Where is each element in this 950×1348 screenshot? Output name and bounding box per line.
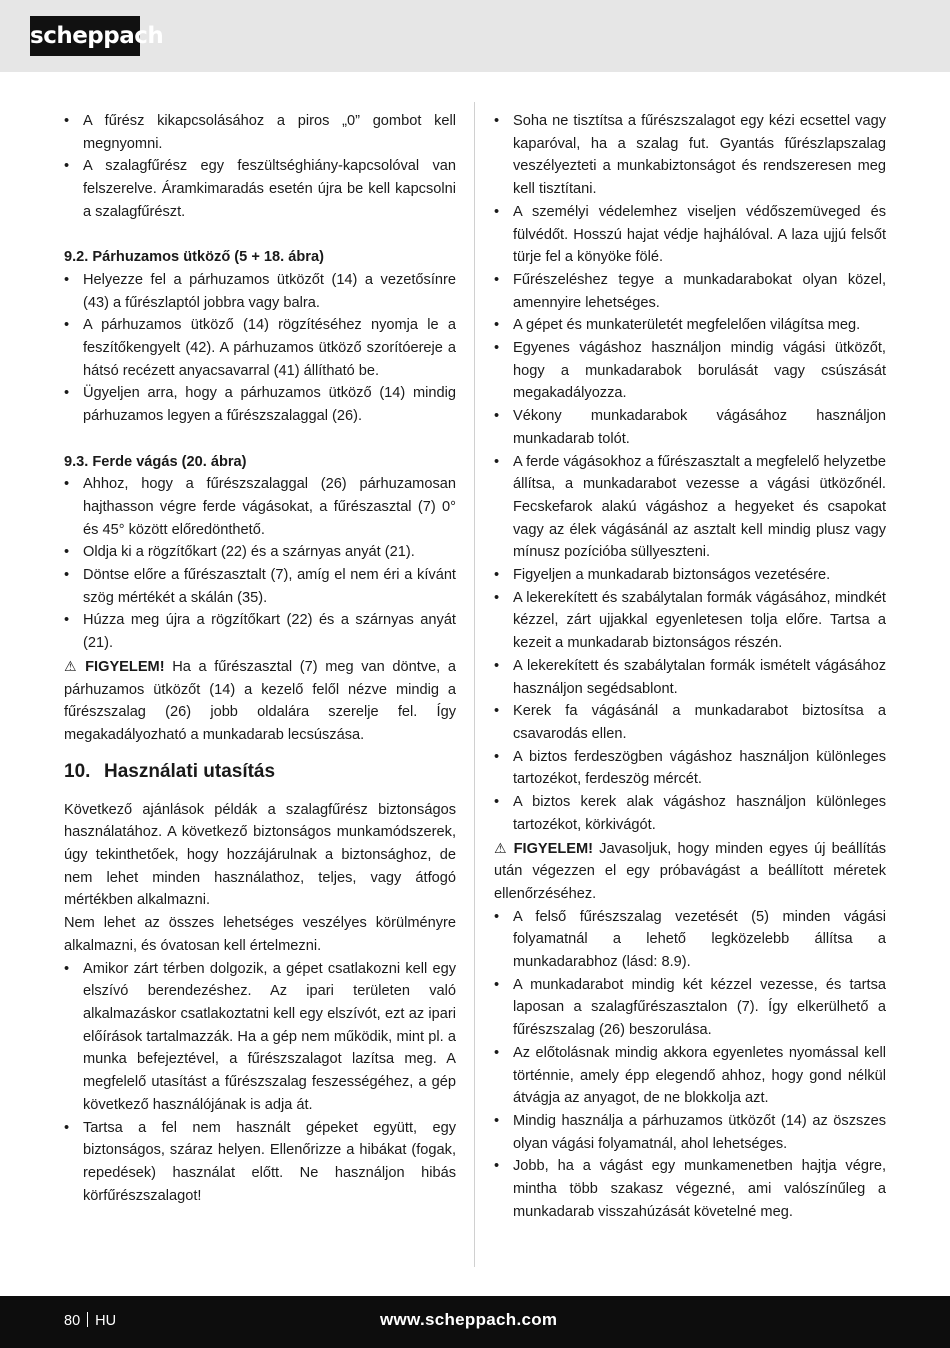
list-item: • A gépet és munkaterületét megfelelően világítsa meg. — [494, 314, 886, 337]
list-item: • A lekerekített és szabálytalan formák ismételt vágásához használjon segédsablont. — [494, 655, 886, 700]
bullet-list-bevel-cut — [64, 473, 456, 655]
list-item: • Az előtolásnak mindig akkora egyenletes nyomással kell történnie, amely épp elegendő ahhoz, hogy gond nélkül átvágja az anyagot, de ne blokkolja azt. — [494, 1042, 886, 1110]
header-band — [0, 0, 950, 72]
warning-triangle-icon: ⚠ — [494, 839, 509, 856]
list-item: • A biztos ferdeszögben vágáshoz használjon különleges tartozékot, ferdeszög mércét. — [494, 746, 886, 791]
list-item: • A munkadarabot mindig két kézzel vezesse, és tartsa laposan a szalagfűrészasztalon (7). Így elkerülhető a fűrészszalag (26) beszorulása. — [494, 974, 886, 1042]
bullet-list-switch-off — [64, 110, 456, 224]
warning-paragraph — [494, 837, 886, 906]
page-number: 80 — [64, 1313, 81, 1329]
list-item: • A szalagfűrész egy feszültséghiány-kapcsolóval van felszerelve. Áramkimaradás esetén újra be kell kapcsolni a szalagfűrészt. — [64, 155, 456, 223]
list-item: • A személyi védelemhez viseljen védőszemüveged és fülvédőt. Hosszú hajat védje hajhálóval. A laza ujjú felsőt türje fel a könyöke fölé. — [494, 201, 886, 269]
list-item: • Figyeljen a munkadarab biztonságos vezetésére. — [494, 564, 886, 587]
list-item: • A fűrész kikapcsolásához a piros „0” gombot kell megnyomni. — [64, 110, 456, 155]
list-item: • A biztos kerek alak vágáshoz használjon különleges tartozékot, körkivágót. — [494, 791, 886, 836]
list-item: • Vékony munkadarabok vágásához használjon munkadarab tolót. — [494, 405, 886, 450]
list-item: • Helyezze fel a párhuzamos ütközőt (14) a vezetősínre (43) a fűrészlaptól jobbra vagy balra. — [64, 269, 456, 314]
warning-paragraph — [64, 655, 456, 747]
right-column — [494, 110, 886, 1223]
list-item: • Ahhoz, hogy a fűrészszalaggal (26) párhuzamosan hajthasson végre ferde vágásokat, a fűrészasztal (7) 0° és 45° között előredönthető. — [64, 473, 456, 541]
warning-label: FIGYELEM! — [513, 840, 594, 857]
website-url: www.scheppach.com — [380, 1310, 558, 1329]
column-divider — [474, 102, 475, 1267]
list-item: • Ügyeljen arra, hogy a párhuzamos ütköző (14) mindig párhuzamos legyen a fűrészszalaggal (26). — [64, 382, 456, 427]
list-item: • Döntse előre a fűrészasztalt (7), amíg el nem éri a kívánt szög mértékét a skálán (35). — [64, 564, 456, 609]
bullet-list-parallel-stop — [64, 269, 456, 428]
list-item: • Jobb, ha a vágást egy munkamenetben hajtja végre, mintha több szakasz végezné, ami valószínűleg a munkadarab visszahúzását követelné meg. — [494, 1155, 886, 1223]
warning-triangle-icon: ⚠ — [64, 657, 81, 674]
list-item: • A lekerekített és szabálytalan formák vágásához, mindkét kézzel, zárt ujjakkal egyenletesen tolja előre. Tartsa a kezeit a munkadarab biztonságos részén. — [494, 587, 886, 655]
section-number: 10. — [64, 760, 91, 782]
warning-text: Ha a fűrészasztal (7) meg van döntve, a párhuzamos ütközőt (14) a kezelő felől nézve mindig a fűrészszalag (26) jobb oldalára szerelje fel. Így megakadályozható a munkadarab lecsúszása. — [64, 658, 456, 743]
bullet-list-guidance — [494, 906, 886, 1224]
list-item: • Kerek fa vágásánál a munkadarabot biztosítsa a csavarodás ellen. — [494, 700, 886, 745]
list-item: • Fűrészeléshez tegye a munkadarabokat olyan közel, amennyire lehetséges. — [494, 269, 886, 314]
language-code: HU — [95, 1313, 117, 1329]
section-9-3-title: 9.3. Ferde vágás (20. ábra) — [64, 453, 247, 470]
bullet-list-usage — [64, 958, 456, 1208]
warning-text: Javasoljuk, hogy minden egyes új beállítás után végezzen el egy próbavágást a beállított méretek ellenőrzéséhez. — [494, 840, 886, 902]
list-item: • A felső fűrészszalag vezetését (5) minden vágási folyamatnál a lehető legközelebb állítsa a munkadarabhoz (lásd: 8.9). — [494, 906, 886, 974]
section-title: Használati utasítás — [104, 760, 276, 782]
list-item: • Húzza meg újra a rögzítőkart (22) és a szárnyas anyát (21). — [64, 609, 456, 654]
list-item: • A ferde vágásokhoz a fűrészasztalt a megfelelő helyzetbe állítsa, a munkadarabot vezesse a vágási ütközőnél. Fecskefarok alakú vágáshoz a hegyeket és csapokat vagy az élek vágásánál az asztalt kell mindig plusz vagy mínusz pozícióba süllyeszteni. — [494, 451, 886, 565]
list-item: • Egyenes vágáshoz használjon mindig vágási ütközőt, hogy a munkadarabok borulását vagy csúszását megakadályozza. — [494, 337, 886, 405]
scheppach-logo: scheppach — [30, 16, 140, 56]
page-indicator — [64, 1311, 116, 1331]
bullet-list-safety — [494, 110, 886, 837]
warning-label: FIGYELEM! — [85, 658, 165, 675]
list-item: • Mindig használja a párhuzamos ütközőt (14) az öszszes olyan vágási folyamatnál, ahol lehetséges. — [494, 1110, 886, 1155]
list-item: • A párhuzamos ütköző (14) rögzítéséhez nyomja le a feszítőkengyelt (42). A párhuzamos ütköző szorítóereje a hátsó recézett anyacsavarral (41) állítható be. — [64, 314, 456, 382]
list-item: • Soha ne tisztítsa a fűrészszalagot egy kézi ecsettel vagy kaparóval, ha a szalag fut. Gyantás fűrészlapszalag veszélyezteti a munkabiztonságot és rendszeresen meg kell tisztítani. — [494, 110, 886, 201]
list-item: • Tartsa a fel nem használt gépeket együtt, egy biztonságos, száraz helyen. Ellenőrizze a hibákat (fogak, repedések) használat előtt. Ne használjon hibás körfűrészszalagot! — [64, 1117, 456, 1208]
separator — [87, 1312, 88, 1327]
footer-bar — [0, 1296, 950, 1348]
intro-paragraph: Következő ajánlások példák a szalagfűrész biztonságos használatához. A következő biztonságos munkamódszerek, úgy tekinthetőek, hogy hozzájárulnak a biztonsághoz, de nem lehet minden használathoz, teljes, vagy átfogó mértékben alkalmazni. — [64, 801, 456, 909]
list-item: • Oldja ki a rögzítőkart (22) és a szárnyas anyát (21). — [64, 541, 456, 564]
section-9-2-title: 9.2. Párhuzamos ütköző (5 + 18. ábra) — [64, 249, 324, 266]
intro-paragraph: Nem lehet az összes lehetséges veszélyes körülményre alkalmazni, és óvatosan kell értelmezni. — [64, 915, 456, 954]
left-column — [64, 110, 456, 1207]
section-10-heading — [64, 759, 456, 785]
list-item: • Amikor zárt térben dolgozik, a gépet csatlakozni kell egy elszívó berendezéshez. Az ipari területen való alkalmazáskor csatlakoztatni kell egy elszívót, ezt az ipari előírások tartalmazzák. Ha a gép nem működik, mint pl. a munka befejeztével, a fűrészszalagot lazítsa meg. A megfelelő utasítást a fűrészszalag feszességéhez, a gép következő használójának is adja át. — [64, 958, 456, 1117]
